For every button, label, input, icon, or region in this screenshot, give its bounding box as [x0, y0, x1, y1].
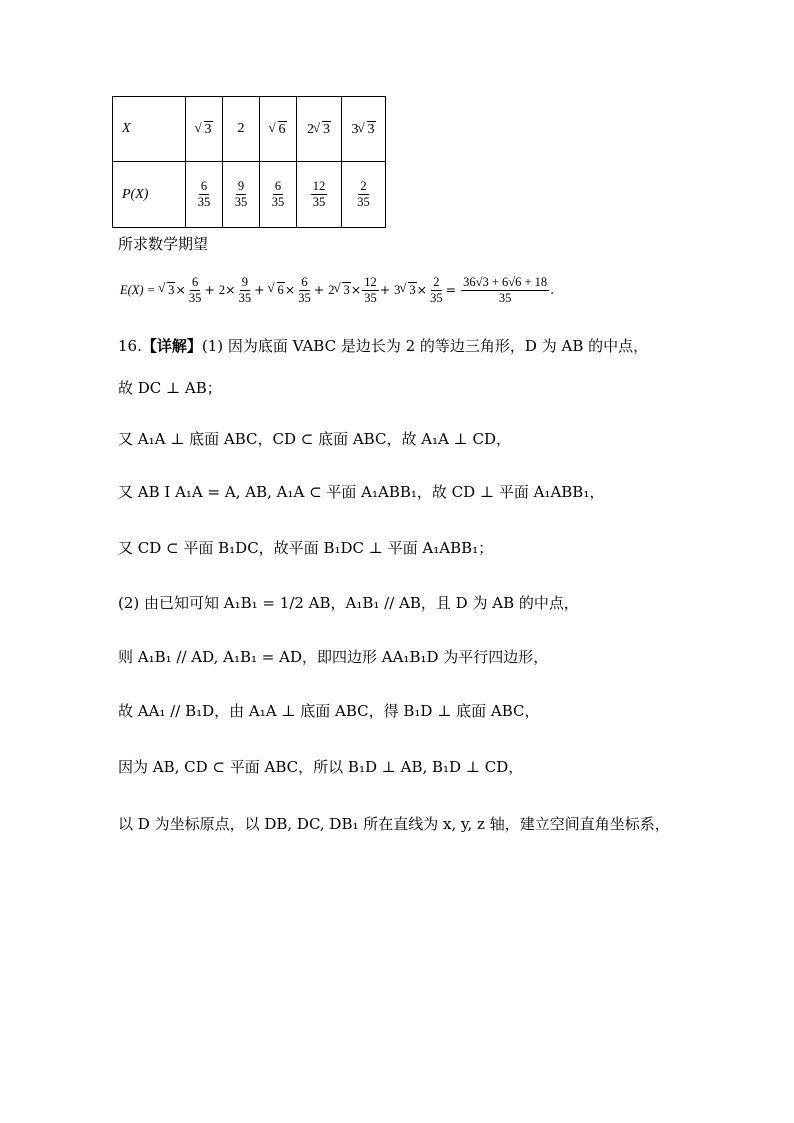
expectation-formula: E(X) = √ 3× $\frac{6}{35}$ + 2× $\frac{9}{35}$ + √ 6× $\frac{6}{35}$ + 2√ 3× $\frac{12}{35}$ + 3√ 3× $\frac{2}{35}$ = $\frac{36√3 + 6√6 + 18}{35}$ .	[120, 275, 554, 306]
table-row	[113, 97, 386, 162]
table-cell: √ 6	[260, 97, 297, 162]
table-row	[113, 162, 386, 228]
problem-16-line-9: 因为 AB, CD ⊂ 平面 ABC，所以 B₁D ⊥ AB, B₁D ⊥ CD，	[118, 758, 524, 776]
table-cell: $\frac{6}{35}$	[260, 162, 297, 228]
table-cell: 2	[223, 97, 260, 162]
problem-16-line-3: 又 A₁A ⊥ 底面 ABC，CD ⊂ 底面 ABC，故 A₁A ⊥ CD，	[118, 430, 512, 448]
problem-16-line-2: 故 DC ⊥ AB；	[118, 379, 222, 397]
problem-16-line-8: 故 AA₁ // B₁D，由 A₁A ⊥ 底面 ABC，得 B₁D ⊥ 底面 ABC，	[118, 702, 540, 720]
table-cell: $\frac{12}{35}$	[297, 162, 342, 228]
problem-16-line-10: 以 D 为坐标原点，以 DB, DC, DB₁ 所在直线为 x, y, z 轴，建立空间直角坐标系，	[118, 815, 670, 833]
problem-16-line-4: 又 AB I A₁A = A, AB, A₁A ⊂ 平面 A₁ABB₁，故 CD ⊥ 平面 A₁ABB₁，	[118, 483, 605, 501]
table-cell: $\frac{6}{35}$	[186, 162, 223, 228]
table-cell: 3√ 3	[342, 97, 386, 162]
expectation-label: 所求数学期望	[118, 235, 209, 253]
problem-16-line-5: 又 CD ⊂ 平面 B₁DC，故平面 B₁DC ⊥ 平面 A₁ABB₁；	[118, 539, 494, 557]
table-cell: √ 3	[186, 97, 223, 162]
problem-16-line-6: (2) 由已知可知 A₁B₁ = 1/2 AB，A₁B₁ // AB，且 D 为 AB 的中点，	[118, 594, 579, 612]
problem-16-line-1: 16.【详解】(1) 因为底面 VABC 是边长为 2 的等边三角形，D 为 AB 的中点，	[118, 337, 649, 355]
distribution-table	[112, 96, 386, 228]
table-cell: $\frac{9}{35}$	[223, 162, 260, 228]
row-label-x: X	[113, 97, 186, 162]
table-cell: $\frac{2}{35}$	[342, 162, 386, 228]
problem-16-line-7: 则 A₁B₁ // AD, A₁B₁ = AD，即四边形 AA₁B₁D 为平行四边形，	[118, 648, 549, 666]
row-label-px: P(X)	[113, 162, 186, 228]
table-cell: 2√ 3	[297, 97, 342, 162]
